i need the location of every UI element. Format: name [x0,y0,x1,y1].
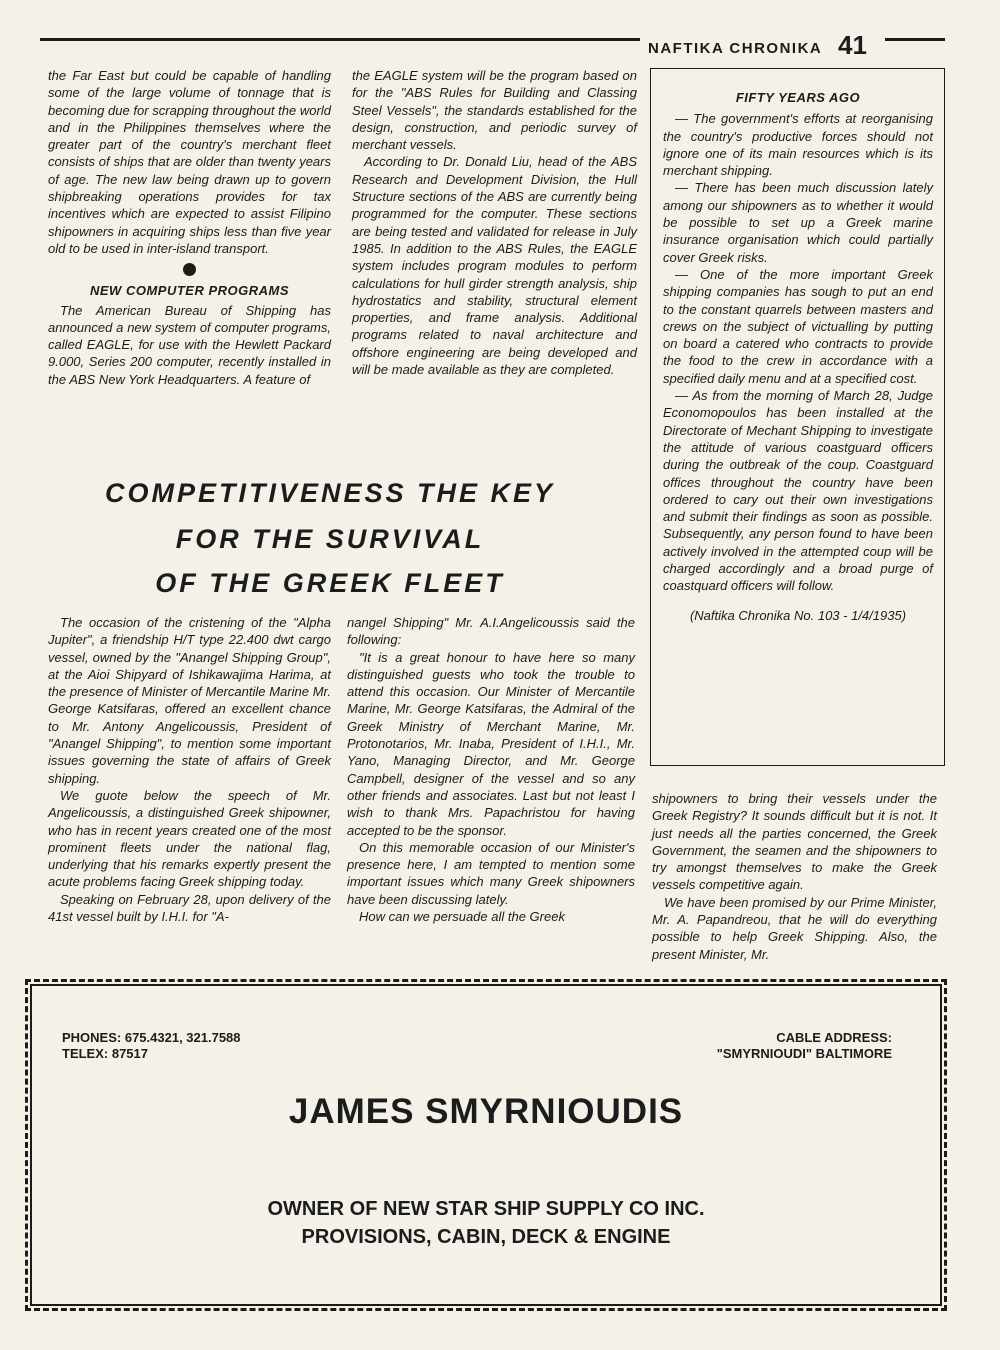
paragraph: The American Bureau of Shipping has announced a new system of computer programs, called EAGLE, for use with the Hewlett Packard 9.000, Series 200 computer, recently installed in the ABS New York Headquarters. A feature of [48,302,331,387]
headline-line-3: OF THE GREEK FLEET [155,568,505,598]
sidebar-content [663,87,933,624]
headline-line-1: COMPETITIVENESS THE KEY [104,478,556,508]
paragraph: According to Dr. Donald Liu, head of the ABS Research and Development Division, the Hull Structure sections of the ABS are currently being programmed for the computer. These sections are being tested and validated for release in July 1985. In addition to the ABS Rules, the EAGLE system includes program modules to perform calculations for hull girder strength analysis, ship hydrostatics and stability, structural element properties, and frame analysis. Additional programs related to naval architecture and offshore engineering are being developed and will be made available as they are completed. [352,154,637,378]
paragraph: nangel Shipping" Mr. A.I.Angelicoussis said the following: [347,615,635,648]
column-1-bottom [48,614,331,925]
fifty-years-ago-box [650,68,945,766]
paragraph: the EAGLE system will be the program based on for the "ABS Rules for Building and Classing Steel Vessels", the standards established for the design, construction, and periodic survey of merchant vessels. [352,68,637,153]
paragraph: Speaking on February 28, upon delivery of the 41st vessel built by I.H.I. for "A- [48,891,331,925]
ad-company-name: JAMES SMYRNIOUDIS [288,1092,684,1131]
paragraph: The occasion of the cristening of the "Alpha Jupiter", a friendship H/T type 22.400 dwt cargo vessel, owned by the "Anangel Shipping Group", at the Aioi Shipyard of Ishikawajima Harima, at the presence of Minister of Mercantile Marine Mr. George Katsifaras, offered an excellent chance to Mr. Antony Angelicoussis, President of "Anangel Shipping", to mention some important issues governing the state of affairs of Greek shipping. [48,615,331,786]
ad-line-2: PROVISIONS, CABIN, DECK & ENGINE [301,1226,671,1248]
paragraph: "It is a great honour to have here so many distinguished guests who took the trouble to attend this occasion. Our Minister of Mercantile Marine, Mr. George Katsifaras, the Admiral of the Greek Ministry of Merchant Marine, Mr. Protonotarios, Mr. Inaba, President of I.H.I., Mr. Yano, Managing Director, and Mr. George Campbell, designer of the vessel and so any other friends and associates. Last but not least I wish to thank Mrs. Papachristou for having accepted to be the sponsor. [347,649,635,838]
page-number: 41 [838,30,867,60]
sidebar-paragraph: — The government's efforts at reorganising the country's productive forces should not ignore one of its main resources which is its merchant shipping. [663,111,933,179]
column-2-bottom [347,614,635,925]
bullet-separator [183,263,196,276]
ad-phones: PHONES: 675.4321, 321.7588 [62,1030,241,1045]
column-1-top [48,67,331,388]
column-3-bottom [652,790,937,963]
paragraph: How can we persuade all the Greek [359,909,565,925]
ad-telex: TELEX: 87517 [62,1046,148,1061]
paragraph: We guote below the speech of Mr. Angelicoussis, a distinguished Greek shipowner, who has in recent years created one of the most prominent fleets under the national flag, underlying that his remarks expertly present the acute problems facing Greek shipping today. [48,787,331,890]
paragraph: the Far East but could be capable of handling some of the large volume of tonnage that is becoming due for scrapping throughout the world and in the Philippines themselves where the greater part of the country's merchant fleet consists of ships that are older than twenty years of age. The new law being drawn up to govern shipbreaking operations provides for tax incentives which are expected to assist Filipino shipowners in acquiring ships less than five year old to be used in inter-island transport. [48,68,331,256]
publication-name: NAFTIKA CHRONIKA [648,40,823,57]
advertisement-box [30,984,942,1306]
sidebar-title: FIFTY YEARS AGO [735,90,861,105]
paragraph: We have been promised by our Prime Minister, Mr. A. Papandreou, that he will do everything possible to help Greek Shipping. Also, the present Minister, Mr. [652,894,937,962]
section-subhead: NEW COMPUTER PROGRAMS [90,283,289,299]
ad-cable-value: "SMYRNIOUDI" BALTIMORE [716,1046,892,1061]
ad-line-1: OWNER OF NEW STAR SHIP SUPPLY CO INC. [267,1198,705,1220]
sidebar-source: (Naftika Chronika No. 103 - 1/4/1935) [689,607,907,623]
ad-cable-label: CABLE ADDRESS: [776,1030,892,1045]
paragraph: shipowners to bring their vessels under the Greek Registry? It sounds difficult but it is not. It just needs all the parties concerned, the Greek Government, the seamen and the shipowners to try amongst themselves to make the Greek vessels competitive again. [652,791,937,893]
sidebar-paragraph: — As from the morning of March 28, Judge Economopoulos has been installed at the Directorate of Mechant Shipping to investigate the attitude of various coastguard officers during the outbreak of the coup. Coastguard offices throughout the country have been ordered to cary out their own investigations and submit their findings as soon as possible. Subsequently, any person found to have been actively involved in the attempted coup will be charged accordingly and a broad purge of coastquard officers will follow. [663,388,933,594]
column-2-top [352,67,637,378]
sidebar-paragraph: — One of the more important Greek shipping companies has sough to put an end to the constant quarrels between masters and crews on the subject of victualling by putting on board a catered who contracts to provide the food to the crew in accordance with a specified daily menu and at a specified cost. [663,266,933,386]
headline-line-2: FOR THE SURVIVAL [175,524,485,554]
header-rule-left [40,38,640,41]
sidebar-paragraph: — There has been much discussion lately among our shipowners as to whether it would be possible to set up a Greek marine insurance organisation which could partially cover Greek risks. [663,180,933,265]
paragraph: On this memorable occasion of our Minister's presence here, I am tempted to mention some important issues which many Greek shipowners have been discussing lately. [347,839,635,907]
header-rule-right [885,38,945,41]
